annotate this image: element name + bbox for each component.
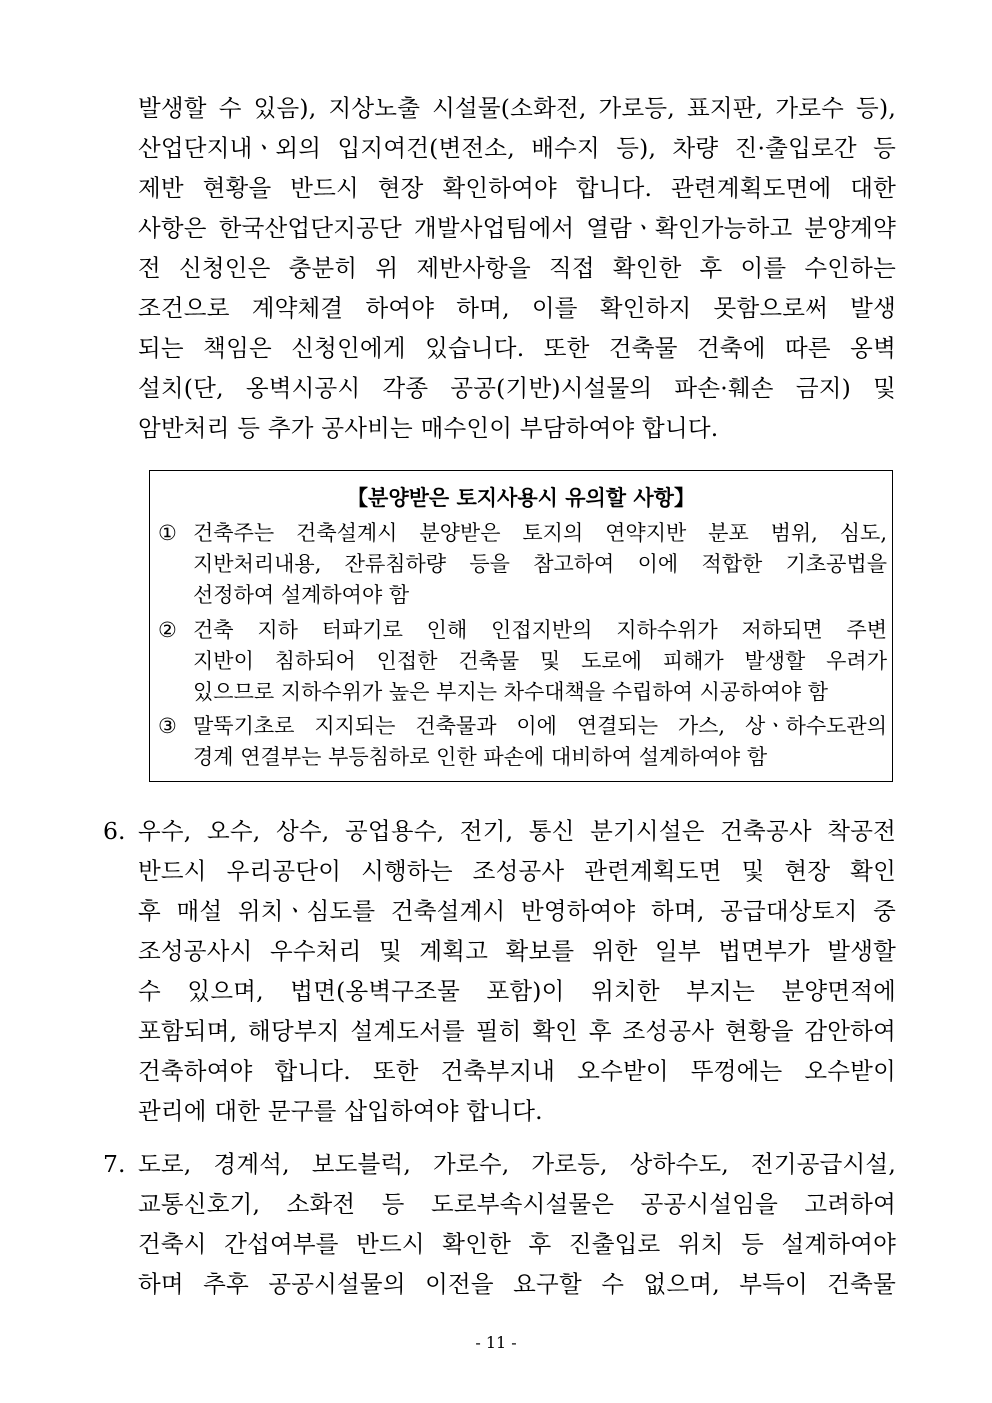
text-line: 포함되며, 해당부지 설계도서를 필히 확인 후 조성공사 현황을 감안하여 bbox=[138, 1017, 896, 1045]
text-line: 제반 현황을 반드시 현장 확인하여야 합니다. 관련계획도면에 대한 bbox=[138, 174, 896, 202]
item-marker: ② bbox=[158, 618, 177, 642]
item-marker: ① bbox=[158, 521, 177, 545]
notice-line: 선정하여 설계하여야 함 bbox=[193, 583, 410, 607]
item-marker: ③ bbox=[158, 714, 177, 738]
text-line: 건축시 간섭여부를 반드시 확인한 후 진출입로 위치 등 설계하여야 bbox=[138, 1230, 896, 1258]
notice-box bbox=[149, 470, 893, 782]
text-line: 수 있으며, 법면(옹벽구조물 포함)이 위치한 부지는 분양면적에 bbox=[138, 977, 896, 1005]
notice-line: 있으므로 지하수위가 높은 부지는 차수대책을 수립하여 시공하여야 함 bbox=[193, 680, 829, 704]
text-line: 관리에 대한 문구를 삽입하여야 합니다. bbox=[138, 1097, 543, 1125]
text-line: 우수, 오수, 상수, 공업용수, 전기, 통신 분기시설은 건축공사 착공전 bbox=[138, 817, 896, 845]
notice-line: 건축주는 건축설계시 분양받은 토지의 연약지반 분포 범위, 심도, bbox=[193, 521, 887, 545]
text-line: 건축하여야 합니다. 또한 건축부지내 오수받이 뚜껑에는 오수받이 bbox=[138, 1057, 896, 1085]
text-line: 조건으로 계약체결 하여야 하며, 이를 확인하지 못함으로써 발생 bbox=[138, 294, 896, 322]
notice-line: 건축 지하 터파기로 인해 인접지반의 지하수위가 저하되면 주변 bbox=[193, 618, 887, 642]
text-line: 설치(단, 옹벽시공시 각종 공공(기반)시설물의 파손·훼손 금지) 및 bbox=[138, 374, 896, 402]
notice-line: 경계 연결부는 부등침하로 인한 파손에 대비하여 설계하여야 함 bbox=[193, 745, 768, 769]
text-line: 반드시 우리공단이 시행하는 조성공사 관련계획도면 및 현장 확인 bbox=[138, 857, 896, 885]
notice-line: 지반처리내용, 잔류침하량 등을 참고하여 이에 적합한 기초공법을 bbox=[193, 552, 887, 576]
text-line: 산업단지내ㆍ외의 입지여건(변전소, 배수지 등), 차량 진·출입로간 등 bbox=[138, 134, 896, 162]
page-number: - 11 - bbox=[475, 1333, 517, 1352]
text-line: 되는 책임은 신청인에게 있습니다. 또한 건축물 건축에 따른 옹벽 bbox=[138, 334, 896, 362]
notice-box-title: 【분양받은 토지사용시 유의할 사항】 bbox=[347, 485, 695, 510]
text-line: 후 매설 위치ㆍ심도를 건축설계시 반영하여야 하며, 공급대상토지 중 bbox=[138, 897, 896, 925]
text-line: 교통신호기, 소화전 등 도로부속시설물은 공공시설임을 고려하여 bbox=[138, 1190, 896, 1218]
text-line: 전 신청인은 충분히 위 제반사항을 직접 확인한 후 이를 수인하는 bbox=[138, 254, 896, 282]
notice-line: 말뚝기초로 지지되는 건축물과 이에 연결되는 가스, 상ㆍ하수도관의 bbox=[193, 714, 887, 738]
text-line: 발생할 수 있음), 지상노출 시설물(소화전, 가로등, 표지판, 가로수 등), bbox=[138, 94, 896, 122]
text-line: 하며 추후 공공시설물의 이전을 요구할 수 없으며, 부득이 건축물 bbox=[138, 1270, 896, 1298]
text-line: 사항은 한국산업단지공단 개발사업팀에서 열람ㆍ확인가능하고 분양계약 bbox=[138, 214, 896, 242]
item-number: 7. bbox=[103, 1150, 126, 1178]
text-line: 조성공사시 우수처리 및 계획고 확보를 위한 일부 법면부가 발생할 bbox=[138, 937, 896, 965]
item-number: 6. bbox=[103, 817, 126, 845]
text-line: 도로, 경계석, 보도블럭, 가로수, 가로등, 상하수도, 전기공급시설, bbox=[138, 1150, 896, 1178]
text-line: 암반처리 등 추가 공사비는 매수인이 부담하여야 합니다. bbox=[138, 414, 719, 442]
notice-line: 지반이 침하되어 인접한 건축물 및 도로에 피해가 발생할 우려가 bbox=[193, 649, 887, 673]
